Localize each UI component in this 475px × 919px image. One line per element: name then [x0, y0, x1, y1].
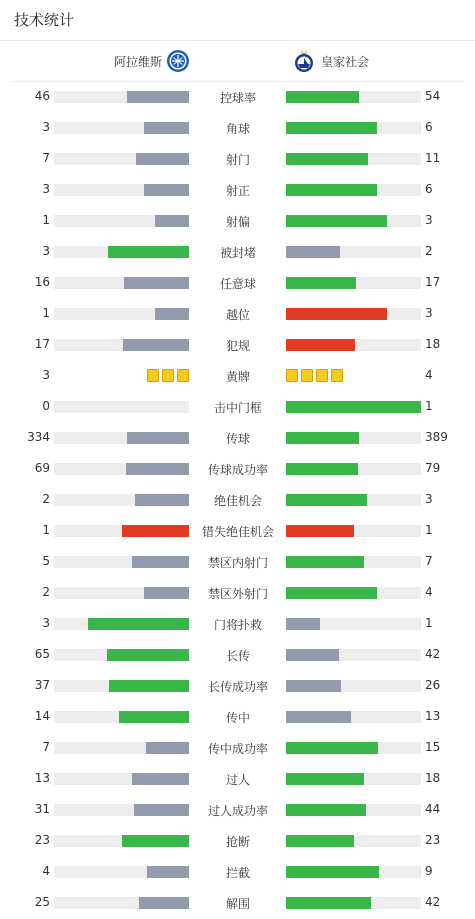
away-bar-track	[286, 122, 421, 134]
away-value: 15	[425, 740, 441, 754]
away-bar-track	[286, 277, 421, 289]
home-bar-track	[54, 711, 189, 723]
home-bar-fill	[144, 587, 189, 599]
home-value: 7	[42, 151, 50, 165]
away-bar-fill	[286, 463, 358, 475]
home-bar-track	[54, 773, 189, 785]
stat-row	[0, 857, 475, 888]
away-value: 13	[425, 709, 441, 723]
stat-row	[0, 578, 475, 609]
away-bar-track	[286, 308, 421, 320]
home-bar-track	[54, 835, 189, 847]
stat-label: 过人成功率	[207, 804, 268, 818]
yellow-card-icon	[331, 369, 343, 382]
away-bar-track	[286, 184, 421, 196]
away-bar-track	[286, 91, 421, 103]
home-value: 1	[42, 523, 50, 537]
home-bar-track	[54, 897, 189, 909]
stat-row	[0, 82, 475, 113]
yellow-card-icon	[147, 369, 159, 382]
stat-row	[0, 516, 475, 547]
home-bar-track	[54, 618, 189, 630]
yellow-card-icon	[286, 369, 298, 382]
home-bar-track	[54, 680, 189, 692]
away-team-header[interactable]	[292, 48, 369, 74]
stat-row	[0, 764, 475, 795]
home-bar-track	[54, 463, 189, 475]
home-bar-track	[54, 556, 189, 568]
home-bar-fill	[132, 773, 189, 785]
away-value: 11	[425, 151, 441, 165]
away-value: 3	[425, 213, 433, 227]
home-bar-track	[54, 184, 189, 196]
home-bar-fill	[136, 153, 189, 165]
away-bar-track	[286, 463, 421, 475]
stat-row	[0, 423, 475, 454]
home-bar-track	[54, 401, 189, 413]
home-bar-fill	[144, 122, 189, 134]
away-bar-fill	[286, 556, 364, 568]
stat-label: 绝佳机会	[213, 494, 262, 508]
away-bar-fill	[286, 680, 341, 692]
stat-label: 黄牌	[225, 370, 250, 384]
away-bar-track	[286, 835, 421, 847]
away-value: 1	[425, 399, 433, 413]
away-bar-track	[286, 711, 421, 723]
away-value: 1	[425, 523, 433, 537]
away-bar-track	[286, 432, 421, 444]
stat-label: 角球	[225, 122, 250, 136]
away-bar-fill	[286, 401, 421, 413]
stats-list	[0, 82, 475, 919]
home-value: 46	[34, 89, 50, 103]
home-bar-fill	[122, 525, 190, 537]
away-value: 6	[425, 120, 433, 134]
home-bar-fill	[108, 246, 189, 258]
home-bar-track	[54, 525, 189, 537]
away-bar-track	[286, 804, 421, 816]
stat-label: 过人	[225, 773, 250, 787]
away-bar-fill	[286, 618, 320, 630]
home-bar-track	[54, 866, 189, 878]
home-bar-fill	[127, 432, 189, 444]
home-value: 0	[42, 399, 50, 413]
stat-label: 击中门框	[213, 401, 262, 415]
stat-label: 传中成功率	[207, 742, 268, 756]
home-bar-fill	[132, 556, 189, 568]
away-bar-fill	[286, 153, 368, 165]
home-bar-track	[54, 246, 189, 258]
stat-label: 门将扑救	[213, 618, 262, 632]
yellow-card-icon	[301, 369, 313, 382]
stat-row	[0, 206, 475, 237]
away-bar-fill	[286, 215, 387, 227]
away-bar-track	[286, 866, 421, 878]
stat-label: 射正	[225, 184, 250, 198]
home-bar-track	[54, 153, 189, 165]
home-value: 3	[42, 182, 50, 196]
home-bar-track	[54, 804, 189, 816]
away-value: 7	[425, 554, 433, 568]
stat-label: 拦截	[225, 866, 250, 880]
stat-row	[0, 268, 475, 299]
home-bar-fill	[135, 494, 189, 506]
home-bar-track	[54, 215, 189, 227]
away-value: 42	[425, 895, 441, 909]
home-bar-track	[54, 432, 189, 444]
stat-row	[0, 392, 475, 423]
stat-label: 错失绝佳机会	[201, 525, 274, 539]
away-bar-track	[286, 556, 421, 568]
stat-label: 传中	[225, 711, 250, 725]
stat-label: 射门	[225, 153, 250, 167]
home-bar-track	[54, 587, 189, 599]
stat-row	[0, 547, 475, 578]
page-title: 技术统计	[14, 11, 75, 29]
stat-row	[0, 702, 475, 733]
stat-row	[0, 888, 475, 919]
away-value: 26	[425, 678, 441, 692]
home-value: 5	[42, 554, 50, 568]
alaves-crest-icon	[166, 49, 190, 73]
home-bar-fill	[134, 804, 189, 816]
away-value: 6	[425, 182, 433, 196]
away-yellow-cards	[286, 369, 343, 383]
away-bar-track	[286, 215, 421, 227]
home-value: 25	[34, 895, 50, 909]
home-bar-fill	[109, 680, 189, 692]
away-bar-track	[286, 618, 421, 630]
yellow-card-icon	[177, 369, 189, 382]
home-bar-fill	[124, 277, 189, 289]
away-value: 4	[425, 585, 433, 599]
away-value: 2	[425, 244, 433, 258]
away-bar-track	[286, 246, 421, 258]
home-value: 1	[42, 306, 50, 320]
away-team-name: 皇家社会	[321, 54, 370, 69]
away-value: 3	[425, 492, 433, 506]
away-bar-fill	[286, 432, 359, 444]
stat-row	[0, 640, 475, 671]
home-value: 3	[42, 616, 50, 630]
away-value: 42	[425, 647, 441, 661]
away-bar-track	[286, 773, 421, 785]
stat-label: 任意球	[219, 277, 256, 291]
home-bar-track	[54, 339, 189, 351]
home-bar-fill	[146, 742, 189, 754]
stat-label: 被封堵	[219, 246, 256, 260]
home-value: 14	[34, 709, 50, 723]
stat-row	[0, 485, 475, 516]
yellow-card-icon	[316, 369, 328, 382]
home-bar-fill	[119, 711, 189, 723]
away-value: 3	[425, 306, 433, 320]
home-value: 17	[34, 337, 50, 351]
home-value: 23	[34, 833, 50, 847]
away-bar-fill	[286, 897, 371, 909]
stat-row	[0, 454, 475, 485]
stat-label: 禁区内射门	[207, 556, 268, 570]
stat-row	[0, 671, 475, 702]
stat-row	[0, 299, 475, 330]
home-yellow-cards	[147, 369, 189, 383]
home-value: 334	[27, 430, 50, 444]
stat-row	[0, 330, 475, 361]
away-value: 18	[425, 337, 441, 351]
home-bar-fill	[123, 339, 189, 351]
home-value: 16	[34, 275, 50, 289]
away-bar-track	[286, 649, 421, 661]
away-bar-track	[286, 587, 421, 599]
away-bar-fill	[286, 804, 366, 816]
home-value: 3	[42, 120, 50, 134]
stat-row	[0, 144, 475, 175]
away-value: 79	[425, 461, 441, 475]
home-bar-fill	[139, 897, 189, 909]
away-bar-track	[286, 897, 421, 909]
away-bar-fill	[286, 277, 356, 289]
away-bar-fill	[286, 711, 351, 723]
stat-label: 控球率	[219, 91, 256, 105]
away-bar-fill	[286, 91, 359, 103]
home-bar-track	[54, 91, 189, 103]
home-bar-fill	[88, 618, 189, 630]
away-value: 17	[425, 275, 441, 289]
home-value: 7	[42, 740, 50, 754]
stat-row	[0, 733, 475, 764]
stat-label: 长传	[225, 649, 250, 663]
title-divider	[0, 40, 475, 41]
stat-label: 长传成功率	[207, 680, 268, 694]
away-bar-fill	[286, 184, 377, 196]
stat-row	[0, 175, 475, 206]
home-value: 2	[42, 492, 50, 506]
home-value: 2	[42, 585, 50, 599]
home-bar-track	[54, 122, 189, 134]
away-value: 9	[425, 864, 433, 878]
home-team-header[interactable]	[114, 48, 190, 74]
stat-label: 传球	[225, 432, 250, 446]
home-value: 1	[42, 213, 50, 227]
real-sociedad-crest-icon	[292, 49, 316, 73]
home-bar-fill	[107, 649, 189, 661]
away-bar-track	[286, 525, 421, 537]
home-value: 3	[42, 244, 50, 258]
stat-row	[0, 237, 475, 268]
stat-label: 禁区外射门	[207, 587, 268, 601]
stat-label: 越位	[225, 308, 250, 322]
home-value: 4	[42, 864, 50, 878]
away-bar-fill	[286, 587, 377, 599]
home-value: 37	[34, 678, 50, 692]
stat-row	[0, 609, 475, 640]
away-bar-track	[286, 742, 421, 754]
away-value: 54	[425, 89, 441, 103]
stat-label: 传球成功率	[207, 463, 268, 477]
home-bar-track	[54, 308, 189, 320]
home-value: 69	[34, 461, 50, 475]
away-value: 4	[425, 368, 433, 382]
home-bar-fill	[122, 835, 190, 847]
away-bar-fill	[286, 866, 379, 878]
stat-label: 抢断	[225, 835, 250, 849]
away-bar-track	[286, 680, 421, 692]
home-bar-track	[54, 742, 189, 754]
stat-row	[0, 795, 475, 826]
away-value: 44	[425, 802, 441, 816]
stat-label: 射偏	[225, 215, 250, 229]
away-bar-fill	[286, 649, 339, 661]
home-team-name: 阿拉维斯	[113, 54, 162, 69]
away-bar-fill	[286, 122, 377, 134]
away-bar-track	[286, 339, 421, 351]
home-bar-fill	[127, 91, 189, 103]
away-bar-fill	[286, 525, 354, 537]
away-bar-fill	[286, 308, 387, 320]
away-value: 18	[425, 771, 441, 785]
stat-row	[0, 361, 475, 392]
home-bar-fill	[155, 308, 189, 320]
stat-row	[0, 826, 475, 857]
away-bar-fill	[286, 773, 364, 785]
away-value: 23	[425, 833, 441, 847]
stat-row	[0, 113, 475, 144]
home-bar-fill	[155, 215, 189, 227]
away-value: 1	[425, 616, 433, 630]
away-bar-track	[286, 494, 421, 506]
home-bar-track	[54, 494, 189, 506]
home-value: 3	[42, 368, 50, 382]
away-bar-track	[286, 153, 421, 165]
stat-label: 犯规	[225, 339, 250, 353]
home-bar-fill	[126, 463, 189, 475]
away-bar-fill	[286, 494, 367, 506]
home-bar-track	[54, 649, 189, 661]
away-value: 389	[425, 430, 448, 444]
home-bar-fill	[147, 866, 189, 878]
away-bar-fill	[286, 339, 355, 351]
away-bar-fill	[286, 835, 354, 847]
home-value: 31	[34, 802, 50, 816]
away-bar-fill	[286, 742, 378, 754]
home-value: 65	[34, 647, 50, 661]
away-bar-fill	[286, 246, 340, 258]
home-bar-fill	[144, 184, 189, 196]
yellow-card-icon	[162, 369, 174, 382]
away-bar-track	[286, 401, 421, 413]
home-value: 13	[34, 771, 50, 785]
stat-label: 解围	[225, 897, 250, 911]
home-bar-track	[54, 277, 189, 289]
